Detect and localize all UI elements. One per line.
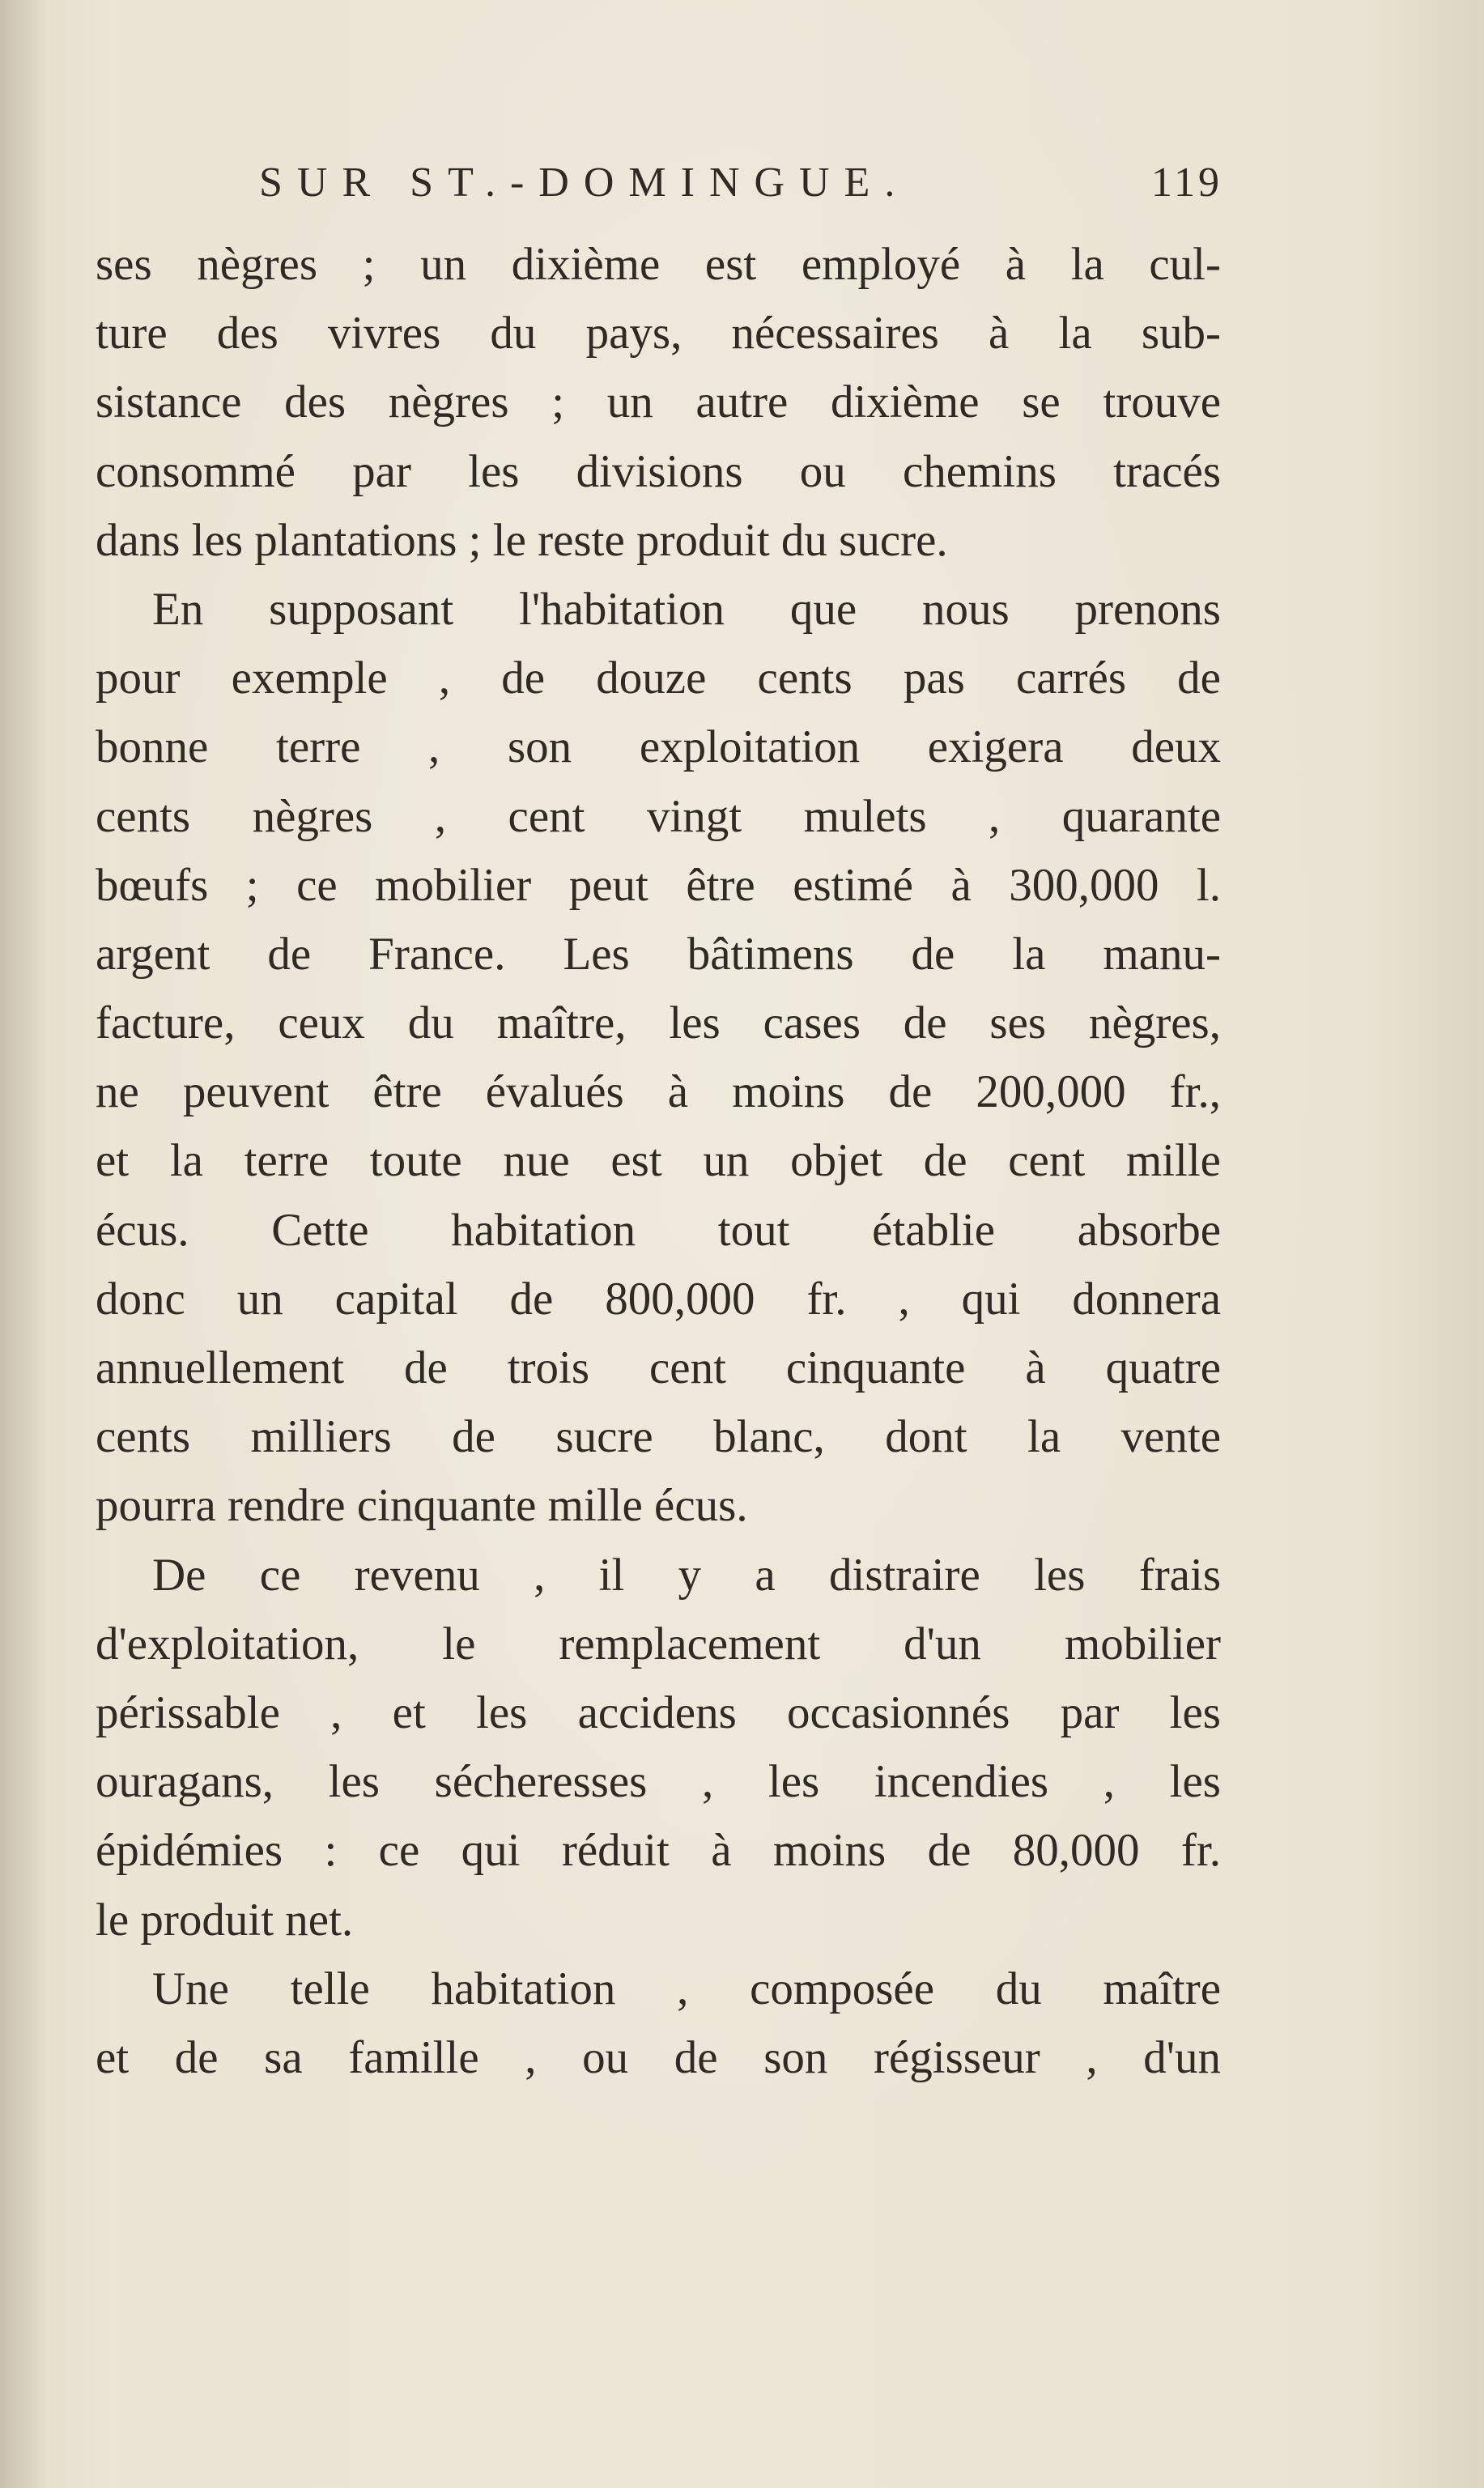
- text-line: cents milliers de sucre blanc, dont la vente: [96, 1411, 1221, 1463]
- text-line: ouragans, les sécheresses , les incendies , les: [96, 1756, 1221, 1808]
- text-line: pourra rendre cinquante mille écus.: [96, 1480, 748, 1532]
- text-line: En supposant l'habitation que nous prenons: [152, 583, 1221, 635]
- body-text: [96, 230, 1221, 2092]
- text-line: ture des vivres du pays, nécessaires à la sub-: [96, 308, 1221, 359]
- text-line: Une telle habitation , composée du maître: [152, 1963, 1221, 2014]
- text-line: bonne terre , son exploitation exigera deux: [96, 721, 1221, 773]
- text-line: cents nègres , cent vingt mulets , quarante: [96, 790, 1221, 842]
- text-line: épidémies : ce qui réduit à moins de 80,000 fr.: [96, 1825, 1221, 1877]
- running-head: [259, 159, 1222, 215]
- text-line: le produit net.: [96, 1894, 354, 1946]
- text-line: ses nègres ; un dixième est employé à la cul-: [96, 239, 1221, 290]
- text-line: dans les plantations ; le reste produit du sucre.: [96, 514, 948, 566]
- text-line: d'exploitation, le remplacement d'un mobilier: [96, 1618, 1221, 1669]
- spine-shadow: [0, 0, 49, 2488]
- text-line: et de sa famille , ou de son régisseur , d'un: [96, 2031, 1221, 2083]
- text-line: donc un capital de 800,000 fr. , qui donnera: [96, 1273, 1221, 1325]
- text-line: écus. Cette habitation tout établie absorbe: [96, 1204, 1221, 1256]
- text-line: consommé par les divisions ou chemins tracés: [96, 445, 1221, 497]
- page-number: 119: [1150, 159, 1222, 206]
- text-line: De ce revenu , il y a distraire les frais: [152, 1549, 1221, 1601]
- text-line: pour exemple , de douze cents pas carrés de: [96, 653, 1221, 704]
- text-line: annuellement de trois cent cinquante à quatre: [96, 1342, 1221, 1393]
- text-line: ne peuvent être évalués à moins de 200,000 fr.,: [96, 1066, 1221, 1118]
- text-line: périssable , et les accidens occasionnés par les: [96, 1686, 1221, 1738]
- text-line: bœufs ; ce mobilier peut être estimé à 300,000 l.: [96, 859, 1221, 911]
- text-line: facture, ceux du maître, les cases de ses nègres,: [96, 997, 1221, 1049]
- text-line: argent de France. Les bâtimens de la manu-: [96, 928, 1221, 980]
- text-line: sistance des nègres ; un autre dixième se trouve: [96, 376, 1221, 428]
- running-head-title: SUR ST.-DOMINGUE.: [259, 159, 910, 206]
- text-line: et la terre toute nue est un objet de cent mille: [96, 1135, 1221, 1187]
